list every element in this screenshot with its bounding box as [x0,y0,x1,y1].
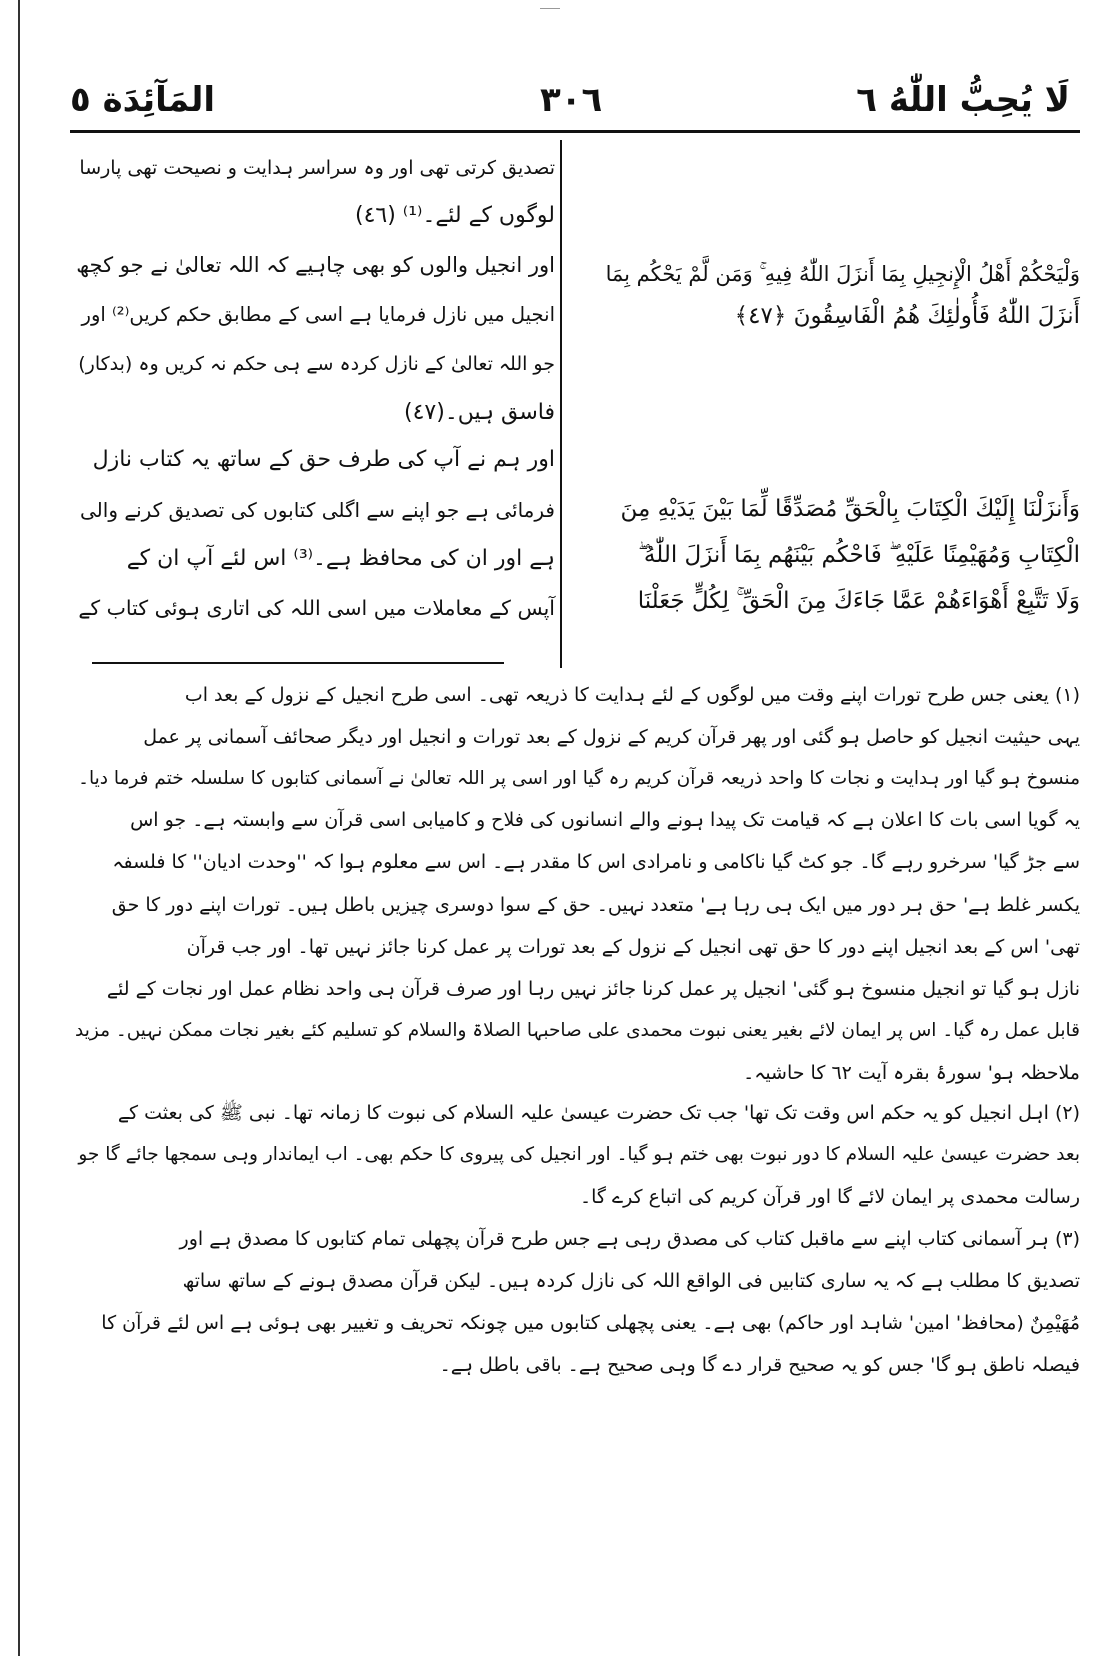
arabic-verse-48 [585,492,1080,642]
urdu-line: لوگوں کے لئے۔⁽¹⁾ (٤٦) [355,203,555,228]
footnote-line: (۲) اہل انجیل کو یہ حکم اس وقت تک تھا' جب تک حضرت عیسیٰ علیہ السلام کی نبوت کا زمانہ تھا۔ نبی ﷺ کی بعثت کے [117,1102,1080,1124]
urdu-line: تصدیق کرتی تھی اور وہ سراسر ہدایت و نصیحت تھی پارسا [79,157,555,179]
footnote-line: (۱) یعنی جس طرح تورات اپنے وقت میں لوگوں کے لئے ہدایت کا ذریعہ تھی۔ اسی طرح انجیل کے نزول کے بعد اب [184,684,1080,706]
urdu-line: انجیل میں نازل فرمایا ہے اسی کے مطابق حکم کریں⁽²⁾ اور [81,303,555,326]
footnote-line: سے جڑ گیا' سرخرو رہے گا۔ جو کٹ گیا ناکامی و نامرادی اس کا مقدر ہے۔ اس سے معلوم ہوا کہ ''وحدت ادیان'' کا فلسفہ [112,851,1080,873]
footnote-line: بعد حضرت عیسیٰ علیہ السلام کا دور نبوت بھی ختم ہو گیا۔ اور انجیل کی پیروی کا حکم بھی۔ اب ایماندار وہی سمجھا جائے گا جو [78,1144,1080,1165]
footnote-line: یکسر غلط ہے' حق ہر دور میں ایک ہی رہا ہے' متعدد نہیں۔ حق کے سوا دوسری چیزیں باطل ہیں۔ تورات اپنے دور کا حق [111,894,1080,916]
footnote-line: تھی' اس کے بعد انجیل اپنے دور کا حق تھی انجیل کے نزول کے بعد تورات پر عمل کرنا جائز نہیں تھا۔ اور جب قرآن [186,936,1080,958]
arabic-line: أَنزَلَ اللّٰهُ فَأُولٰئِكَ هُمُ الْفَاسِقُونَ ﴿٤٧﴾ [734,303,1080,329]
footnote-line: یہی حیثیت انجیل کو حاصل ہو گئی اور پھر قرآن کریم کے نزول کے بعد تورات و انجیل اور دیگر صحائف آسمانی پر عمل [143,726,1080,748]
page-edge-line [18,0,20,1656]
header-divider [70,130,1080,133]
urdu-line: فاسق ہیں۔(٤٧) [404,400,555,425]
footnote-line: یہ گویا اسی بات کا اعلان ہے کہ قیامت تک پیدا ہونے والے انسانوں کی فلاح و کامیابی اسی قرآن سے وابستہ ہے۔ جو اس [130,809,1080,831]
footnote-line: رسالت محمدی پر ایمان لائے گا اور قرآن کریم کی اتباع کرے گا۔ [579,1186,1080,1208]
footnote-line: قابل عمل رہ گیا۔ اس پر ایمان لائے بغیر یعنی نبوت محمدی علی صاحبہا الصلاۃ والسلام کو تسلیم کئے بغیر نجات ممکن نہیں۔ مزید [75,1020,1080,1041]
urdu-line: ہے اور ان کی محافظ ہے۔⁽³⁾ اس لئے آپ ان کے [126,546,555,571]
arabic-line: وَلْيَحْكُمْ أَهْلُ الْإِنجِيلِ بِمَا أَنزَلَ اللّٰهُ فِيهِ ۚ وَمَن لَّمْ يَحْكُم بِمَا [605,262,1080,286]
arabic-line: وَأَنزَلْنَا إِلَيْكَ الْكِتَابَ بِالْحَقِّ مُصَدِّقًا لِّمَا بَيْنَ يَدَيْهِ مِنَ [620,496,1080,522]
page-header [70,80,1070,130]
urdu-line: فرمائی ہے جو اپنے سے اگلی کتابوں کی تصدیق کرنے والی [80,498,555,522]
urdu-line: آپس کے معاملات میں اسی اللہ کی اتاری ہوئی کتاب کے [78,596,555,620]
arabic-verse-47 [595,257,1080,337]
urdu-line: جو اللہ تعالیٰ کے نازل کردہ سے ہی حکم نہ کریں وہ (بدکار) [78,353,555,375]
footnote-line: منسوخ ہو گیا اور ہدایت و نجات کا واحد ذریعہ قرآن کریم رہ گیا اور اسی پر اللہ تعالیٰ نے آسمانی کتابوں کا سلسلہ ختم فرما دیا۔ [78,768,1080,789]
footnote-line: تصدیق کا مطلب ہے کہ یہ ساری کتابیں فی الواقع اللہ کی نازل کردہ ہیں۔ لیکن قرآن مصدق ہونے کے ساتھ ساتھ [182,1270,1080,1292]
urdu-line: اور انجیل والوں کو بھی چاہیے کہ اللہ تعالیٰ نے جو کچھ [76,253,555,277]
urdu-translation [75,140,555,660]
arabic-line: الْكِتَابِ وَمُهَيْمِنًا عَلَيْهِ ۖ فَاحْكُم بَيْنَهُم بِمَا أَنزَلَ اللّٰهُ ۖ [638,542,1080,568]
footnote-line: (۳) ہر آسمانی کتاب اپنے سے ماقبل کتاب کی مصدق رہی ہے جس طرح قرآن پچھلی تمام کتابوں کا مصدق ہے اور [179,1228,1080,1250]
footnote-line: فیصلہ ناطق ہو گا' جس کو یہ صحیح قرار دے گا وہی صحیح ہے۔ باقی باطل ہے۔ [439,1354,1080,1376]
footnotes [60,680,1080,1610]
footnote-line: ملاحظہ ہو' سورۂ بقرہ آیت ٦٢ کا حاشیہ۔ [743,1062,1080,1084]
column-divider [560,140,562,668]
urdu-line: اور ہم نے آپ کی طرف حق کے ساتھ یہ کتاب نازل [92,447,555,472]
surah-title: المَآئِدَة ٥ [70,80,216,120]
page-number: ٣٠٦ [540,80,603,120]
arabic-line: وَلَا تَتَّبِعْ أَهْوَاءَهُمْ عَمَّا جَاءَكَ مِنَ الْحَقِّ ۚ لِكُلٍّ جَعَلْنَا [637,588,1080,614]
footnote-line: نازل ہو گیا تو انجیل منسوخ ہو گئی' انجیل پر عمل کرنا جائز نہیں رہا اور صرف قرآن ہی واحد نظام عمل اور نجات کے لئے [106,978,1080,1000]
juz-title: لَا يُحِبُّ اللّٰهُ ٦ [856,80,1070,120]
top-mark [540,0,560,9]
footnote-line: مُهَيْمِنٌ (محافظ' امین' شاہد اور حاکم) بھی ہے۔ یعنی پچھلی کتابوں میں چونکہ تحریف و تغییر بھی ہوئی ہے اس لئے قرآن کا [101,1312,1080,1334]
footnote-divider [92,662,504,664]
